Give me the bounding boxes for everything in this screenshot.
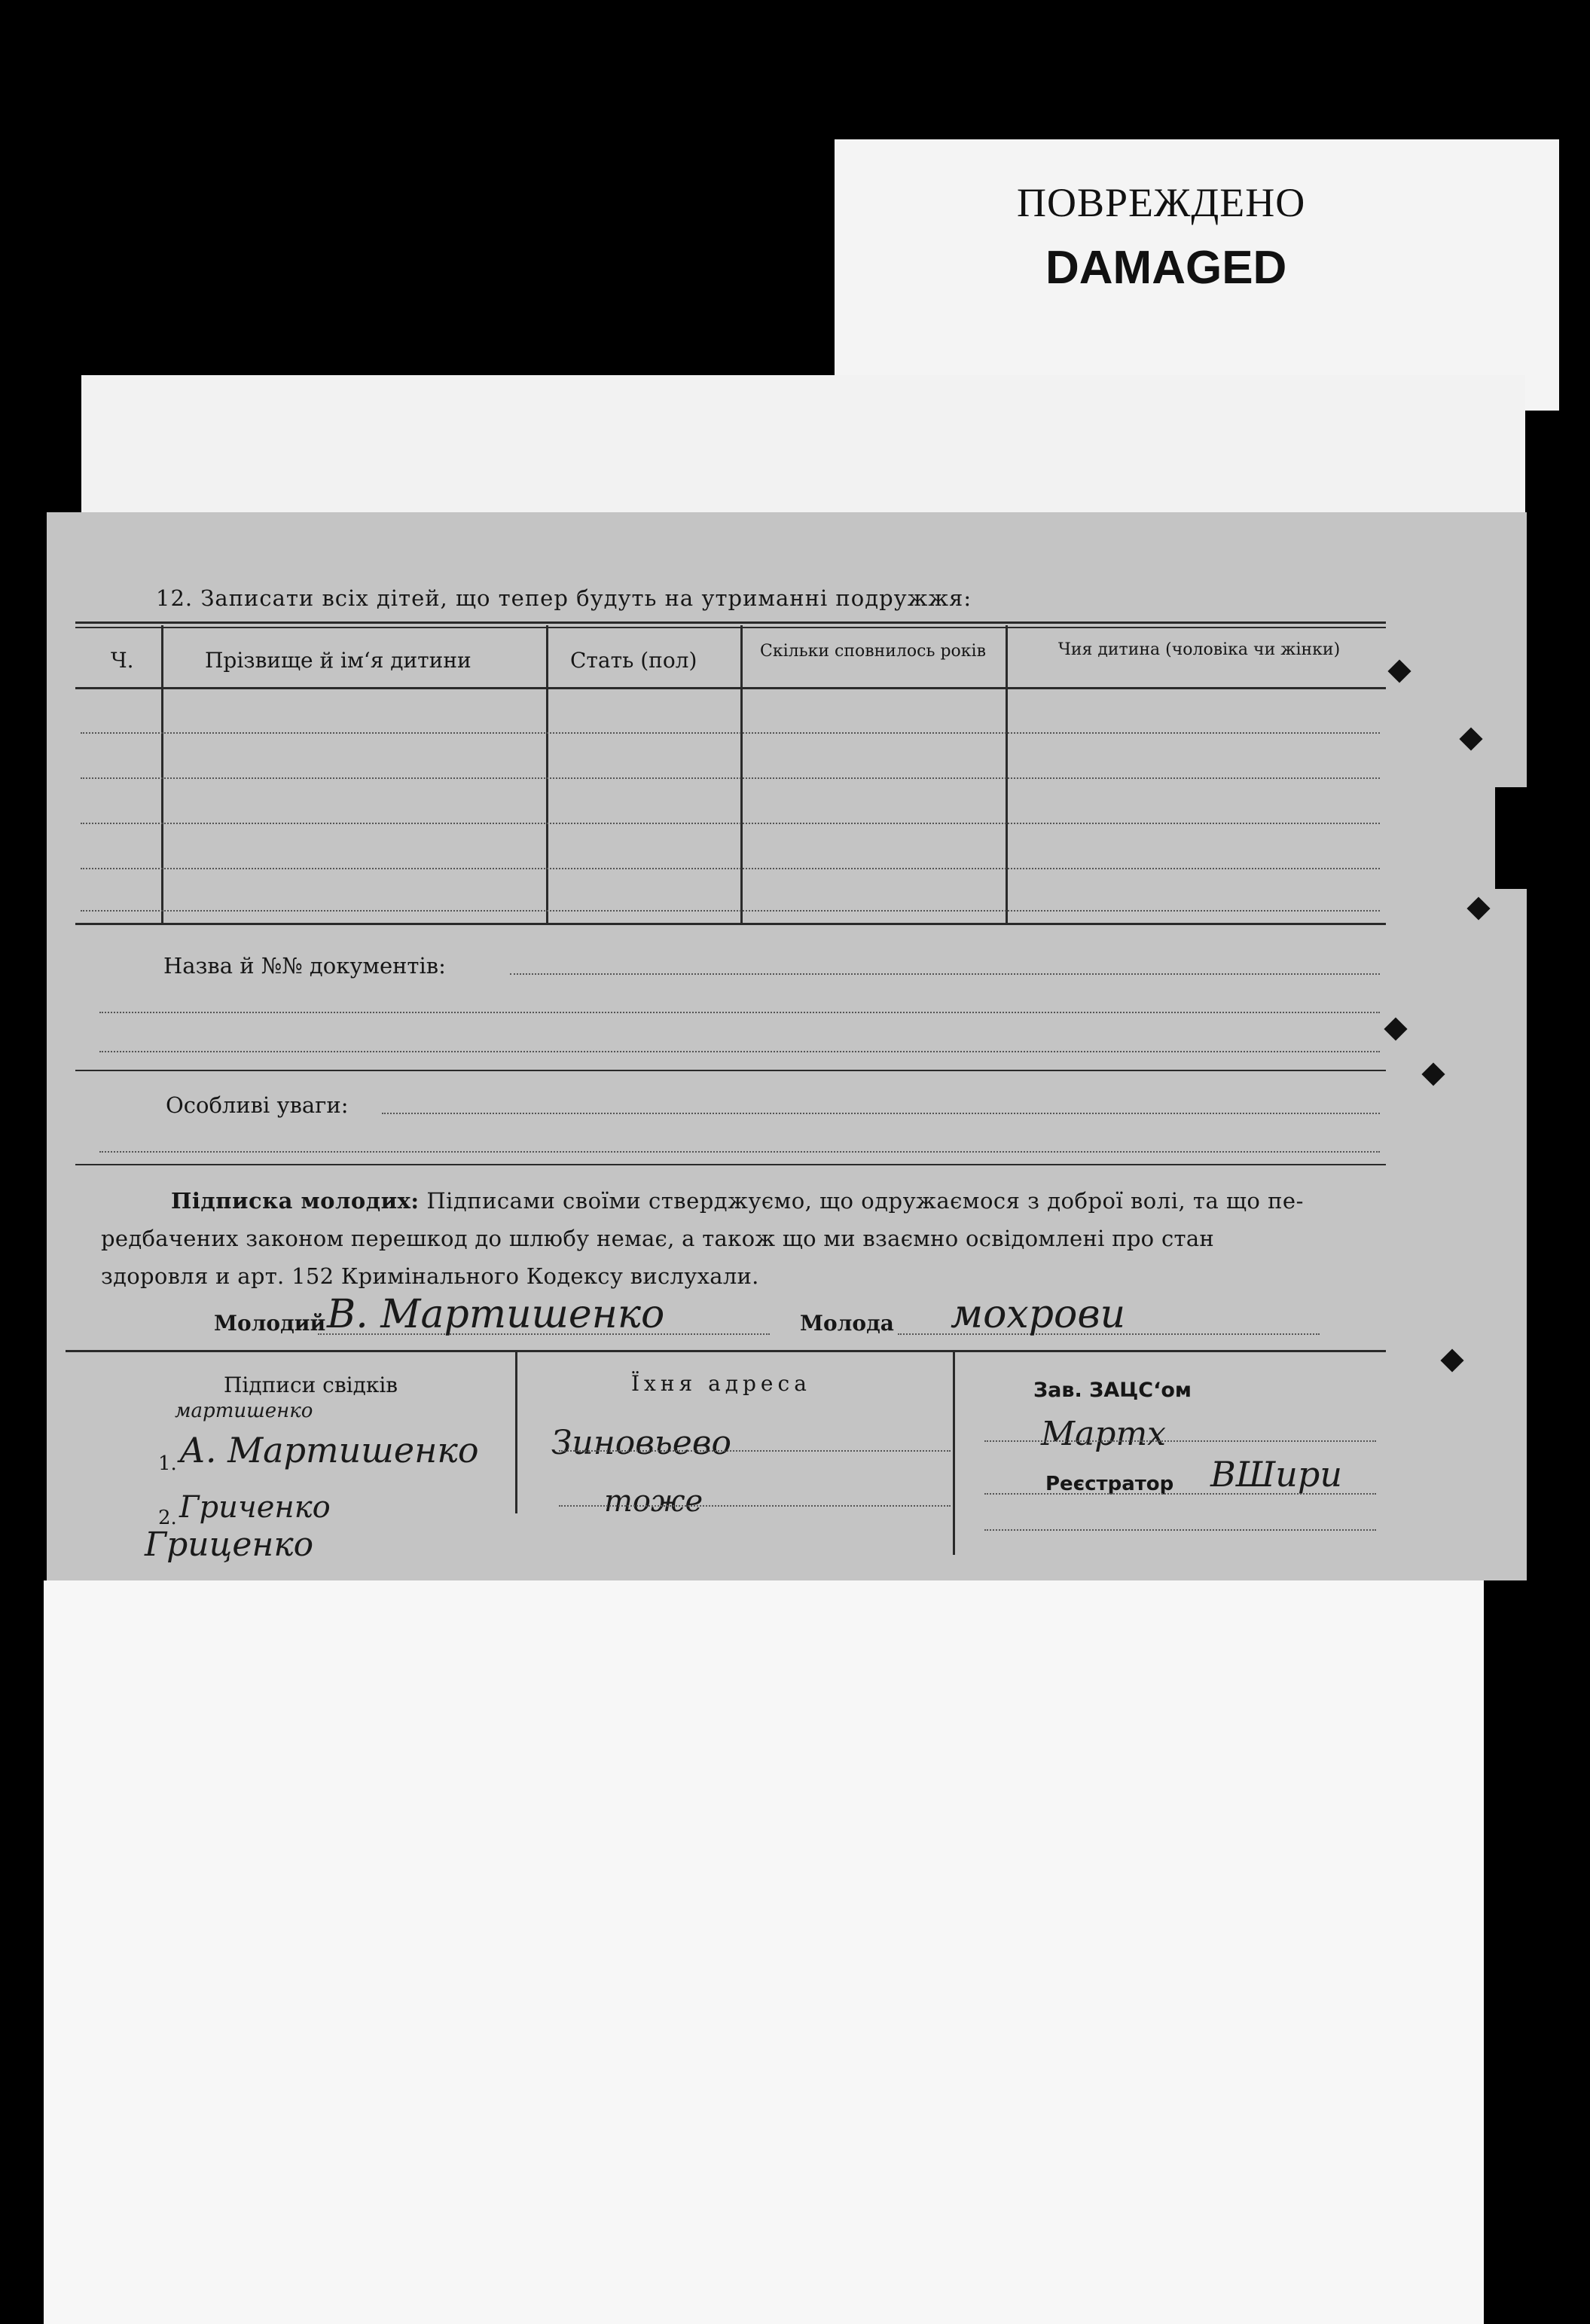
table-row-line [81,910,1380,912]
address-1: Зиновьево [551,1424,731,1462]
col-divider-3 [740,625,743,924]
marriage-record-card [47,512,1527,1580]
stamp-line-russian: ПОВРЕЖДЕНО [1017,180,1306,225]
address-line [559,1505,951,1507]
section-divider [75,1070,1386,1071]
damage-hole [1440,1348,1463,1372]
witness-2-signature: Гриченко [179,1490,331,1525]
remarks-line [99,1151,1380,1153]
damage-hole [1459,727,1482,750]
registrar-signature-line [984,1493,1376,1495]
witness-2-signature-cont: Гриценко [145,1525,314,1564]
witness-number-2: 2. [158,1507,177,1529]
header-sex: Стать (пол) [570,648,697,673]
col-divider-4 [1006,625,1008,924]
documents-line [510,973,1380,975]
declaration-line-3: здоровля и арт. 152 Кримінального Кодексу вислухали. [101,1263,759,1289]
header-number: Ч. [111,648,134,673]
registrar-label: Реєстратор [1045,1473,1174,1495]
blank-page [44,1580,1484,2324]
header-child-name: Прізвище й ім‘я дитини [205,648,472,673]
header-whose-child: Чия дитина (чоловіка чи жінки) [1057,640,1341,659]
declaration-line-2: редбачених законом перешкод до шлюбу немає, а також що ми взаємно освідомлені про стан [101,1226,1215,1251]
col-divider-2 [546,625,548,924]
table-row-line [81,777,1380,779]
damage-hole [1384,1017,1407,1040]
witness-1-note: мартишенко [175,1400,313,1422]
groom-label: Молодий [214,1311,326,1336]
table-top-border-inner [75,627,1386,628]
registrar-signature: ВШири [1210,1454,1342,1495]
groom-signature: В. Мартишенко [327,1292,665,1337]
remarks-label: Особливі уваги: [166,1092,349,1118]
stamp-line-english: DAMAGED [1045,242,1287,294]
witness-number-1: 1. [158,1452,177,1475]
documents-line [99,1012,1380,1013]
header-age: Скільки сповнилось років [760,642,986,661]
head-label: Зав. ЗАЦС‘ом [1033,1379,1192,1402]
damage-hole [1421,1062,1445,1086]
table-header-border [75,687,1386,689]
damage-hole [1387,659,1411,683]
bride-label: Молода [800,1311,894,1336]
col-divider-witness [515,1351,517,1513]
witnesses-header: Підписи свідків [224,1373,398,1397]
remarks-line [382,1113,1380,1114]
col-divider-1 [161,625,163,924]
documents-label: Назва й №№ документів: [163,953,446,979]
table-bottom-border [75,923,1386,925]
declaration-line-1 [171,1188,1304,1214]
declaration-text-1: Підписами своїми стверджуємо, що одружаємося з доброї волі, та що пе- [426,1188,1304,1214]
damage-hole [1466,896,1490,920]
table-top-border [75,621,1386,624]
witness-1-signature: А. Мартишенко [179,1430,479,1470]
address-line [559,1450,951,1452]
head-signature-line [984,1440,1376,1442]
col-divider-address [953,1351,955,1555]
head-signature: Мартх [1041,1415,1166,1453]
registrar-signature-line [984,1529,1376,1531]
declaration-label: Підписка молодих: [171,1188,420,1214]
section-divider [75,1164,1386,1165]
address-2: тоже [604,1484,703,1519]
address-header: Їхня адреса [631,1371,811,1396]
documents-line [99,1051,1380,1052]
section-title: 12. Записати всіх дітей, що тепер будуть на утриманні подружжя: [156,585,972,611]
table-row-line [81,868,1380,869]
table-row-line [81,732,1380,734]
card-edge-notch [1495,787,1548,889]
signature-section-border [66,1350,1386,1352]
bride-signature: мохрови [951,1292,1126,1337]
table-row-line [81,823,1380,824]
